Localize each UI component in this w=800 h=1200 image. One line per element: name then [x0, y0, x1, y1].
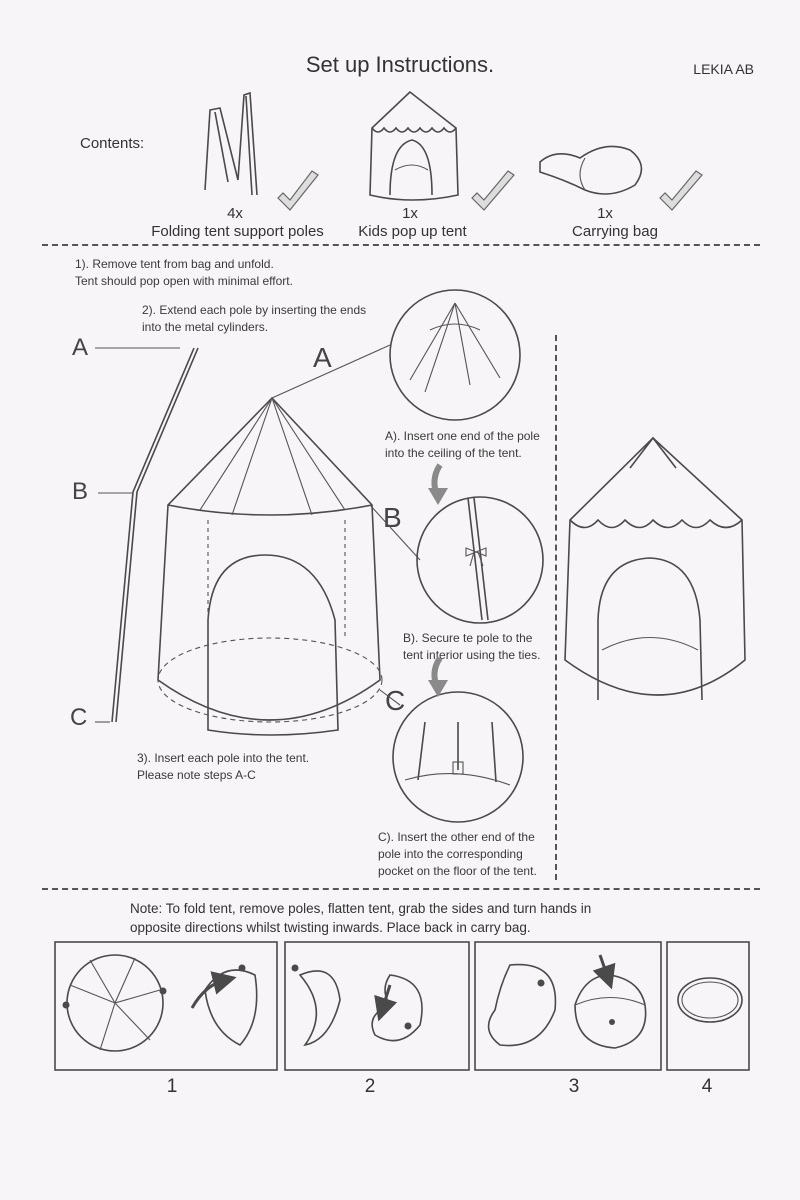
- main-tent-drawing: [158, 345, 420, 735]
- detail-a-line2: into the ceiling of the tent.: [385, 446, 522, 460]
- tent-qty: 1x: [402, 205, 418, 222]
- folding-panel-4: [667, 942, 749, 1070]
- check-icon-1: [278, 171, 318, 210]
- note-line1: Note: To fold tent, remove poles, flatten tent, grab the sides and turn hands in: [130, 901, 592, 916]
- step3-line2: Please note steps A-C: [137, 768, 256, 782]
- detail-circle-b: [417, 497, 543, 623]
- panel-number-2: 2: [364, 1076, 376, 1097]
- detail-c-line2: pole into the corresponding: [378, 847, 523, 861]
- bag-qty: 1x: [597, 205, 613, 222]
- step1-line2: Tent should pop open with minimal effort.: [75, 274, 293, 288]
- bag-name: Carrying bag: [572, 223, 658, 240]
- note-line2: opposite directions whilst twisting inwards. Place back in carry bag.: [130, 920, 531, 935]
- folding-panel-1: [55, 942, 277, 1070]
- tent-icon: [370, 92, 458, 200]
- panel-number-4: 4: [701, 1076, 713, 1097]
- brand-name: LEKIA AB: [693, 61, 754, 77]
- poles-qty: 4x: [227, 205, 243, 222]
- finished-tent-drawing: [565, 438, 745, 700]
- detail-label-c: C: [385, 685, 406, 716]
- panel-number-3: 3: [568, 1076, 580, 1097]
- step2-line2: into the metal cylinders.: [142, 320, 269, 334]
- check-icon-3: [660, 171, 702, 210]
- folding-panel-2: [285, 942, 469, 1070]
- step2-line1: 2). Extend each pole by inserting the ends: [142, 303, 367, 317]
- pole-label-c: C: [70, 704, 88, 731]
- tent-name: Kids pop up tent: [358, 223, 467, 240]
- flow-arrow-b-to-c: [428, 658, 448, 697]
- contents-label: Contents:: [80, 135, 145, 152]
- pole-label-a: A: [72, 334, 89, 361]
- detail-circle-c: [393, 692, 523, 822]
- check-icon-2: [472, 171, 514, 210]
- detail-label-b: B: [383, 502, 402, 533]
- tent-pole-drawing: [95, 348, 198, 722]
- carrying-bag-icon: [540, 146, 641, 194]
- detail-b-line2: tent interior using the ties.: [403, 648, 541, 662]
- detail-c-line3: pocket on the floor of the tent.: [378, 864, 537, 878]
- detail-a-line1: A). Insert one end of the pole: [385, 429, 540, 443]
- poles-name: Folding tent support poles: [151, 223, 324, 240]
- step3-line1: 3). Insert each pole into the tent.: [137, 751, 310, 765]
- detail-circle-a: [390, 290, 520, 420]
- page-title: Set up Instructions.: [305, 52, 495, 77]
- detail-b-line1: B). Secure te pole to the: [403, 631, 533, 645]
- folding-poles-icon: [205, 93, 257, 195]
- folding-panel-3: [475, 942, 661, 1070]
- detail-c-line1: C). Insert the other end of the: [378, 830, 535, 844]
- panel-number-1: 1: [166, 1076, 178, 1097]
- flow-arrow-a-to-b: [428, 465, 448, 505]
- pole-label-b: B: [72, 478, 89, 505]
- detail-label-a: A: [313, 342, 332, 373]
- step1-line1: 1). Remove tent from bag and unfold.: [75, 257, 274, 271]
